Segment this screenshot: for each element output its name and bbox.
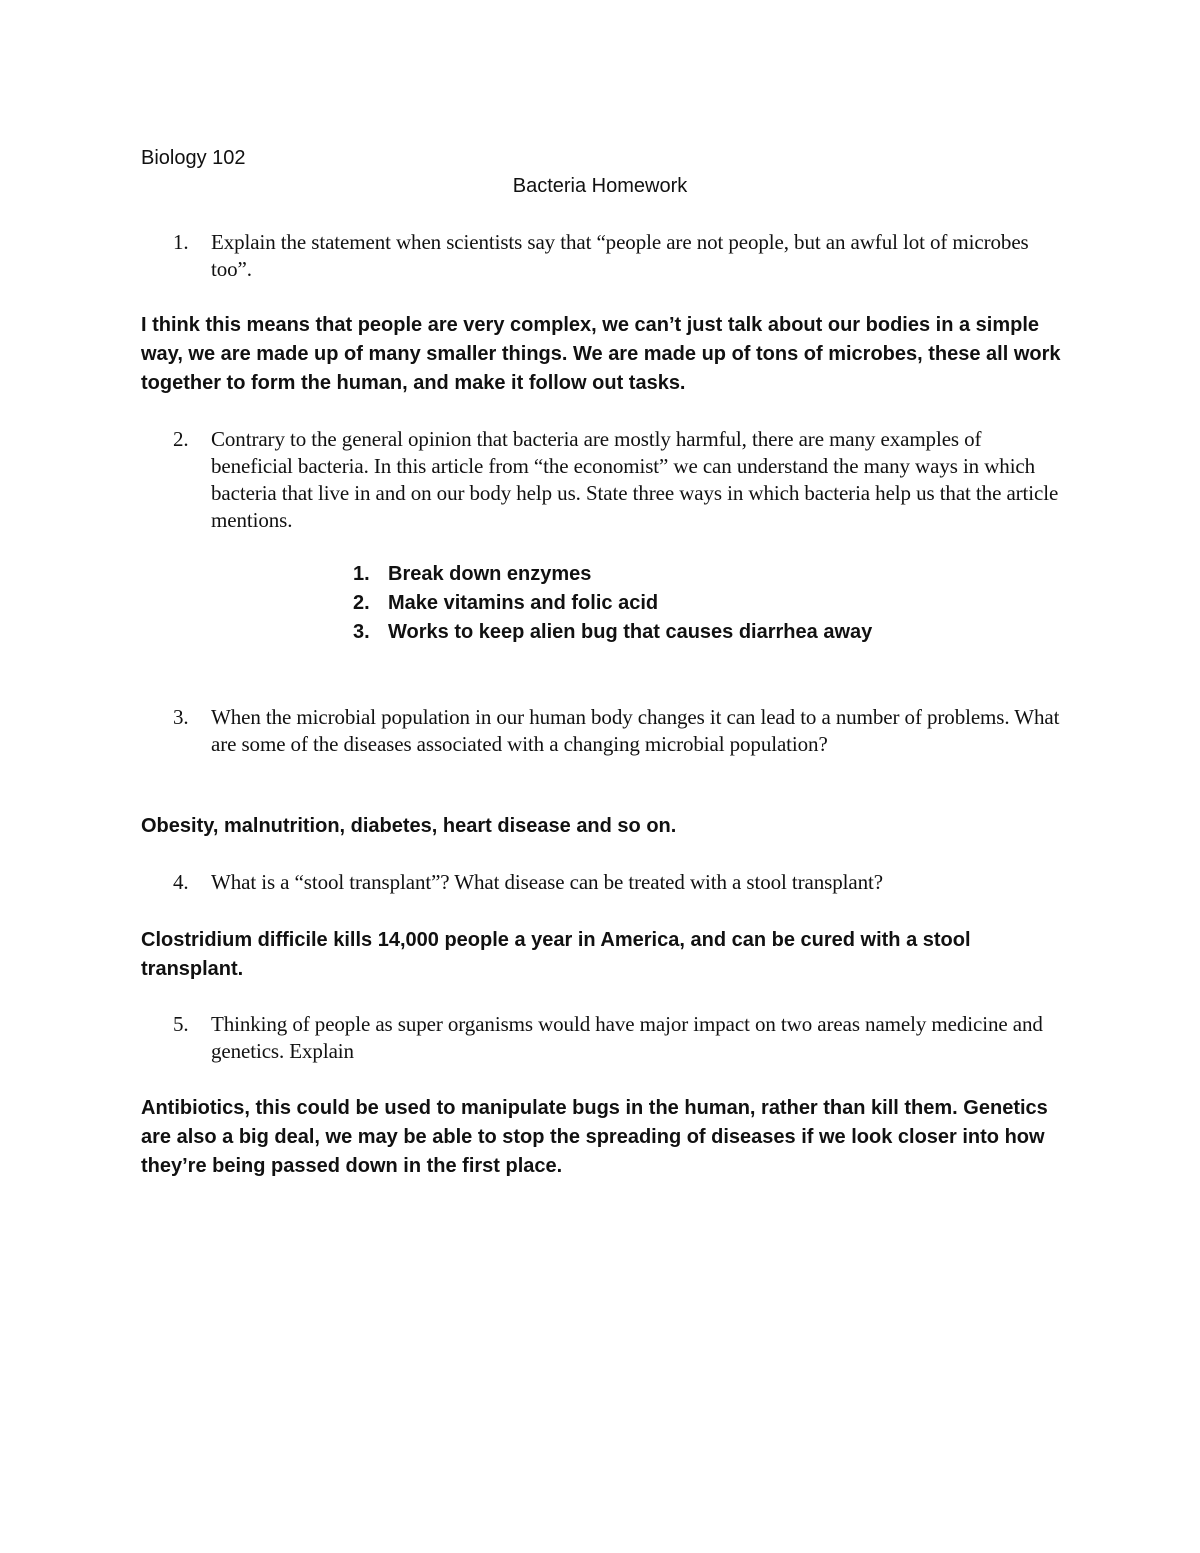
- answer-3: Obesity, malnutrition, diabetes, heart disease and so on.: [141, 815, 677, 837]
- question-text: What is a “stool transplant”? What disease can be treated with a stool transplant?: [211, 870, 883, 894]
- list-item: [353, 589, 953, 618]
- list-item: [353, 618, 953, 647]
- question-text: When the microbial population in our human body changes it can lead to a number of problems. What are some of the diseases associated with a changing microbial population?: [211, 705, 1060, 756]
- question-2: [173, 426, 1063, 534]
- document-title: Bacteria Homework: [512, 175, 688, 197]
- list-item-number: 3.: [353, 621, 370, 643]
- question-4: [173, 869, 1063, 896]
- answer-1: I think this means that people are very complex, we can’t just talk about our bodies in a simple way, we are made up of many smaller things. We are made up of tons of microbes, these all work together to form the human, and make it follow out tasks.: [141, 314, 1061, 394]
- answer-2-list: [353, 560, 953, 647]
- question-number: 4.: [173, 870, 189, 894]
- list-item-text: Works to keep alien bug that causes diarrhea away: [388, 621, 873, 643]
- question-1: [173, 229, 1063, 283]
- question-text: Contrary to the general opinion that bacteria are mostly harmful, there are many examples of beneficial bacteria. In this article from “the economist” we can understand the many ways in which bacteria that live in and on our body help us. State three ways in which bacteria help us that the article mentions.: [211, 427, 1059, 532]
- course-name: Biology 102: [141, 147, 246, 169]
- question-text: Explain the statement when scientists say that “people are not people, but an awful lot of microbes too”.: [211, 230, 1029, 281]
- list-item-text: Make vitamins and folic acid: [388, 592, 659, 614]
- list-item-text: Break down enzymes: [388, 563, 592, 585]
- question-number: 5.: [173, 1012, 189, 1036]
- list-item-number: 2.: [353, 592, 370, 614]
- question-number: 3.: [173, 705, 189, 729]
- answer-4: Clostridium difficile kills 14,000 people a year in America, and can be cured with a stool transplant.: [141, 929, 971, 980]
- question-5: [173, 1011, 1063, 1065]
- question-number: 1.: [173, 230, 189, 254]
- question-3: [173, 704, 1063, 758]
- question-number: 2.: [173, 427, 189, 451]
- question-text: Thinking of people as super organisms would have major impact on two areas namely medicine and genetics. Explain: [211, 1012, 1043, 1063]
- answer-5: Antibiotics, this could be used to manipulate bugs in the human, rather than kill them. Genetics are also a big deal, we may be able to stop the spreading of diseases if we look closer into how they’re being passed down in the first place.: [141, 1097, 1048, 1177]
- list-item-number: 1.: [353, 563, 370, 585]
- list-item: [353, 560, 953, 589]
